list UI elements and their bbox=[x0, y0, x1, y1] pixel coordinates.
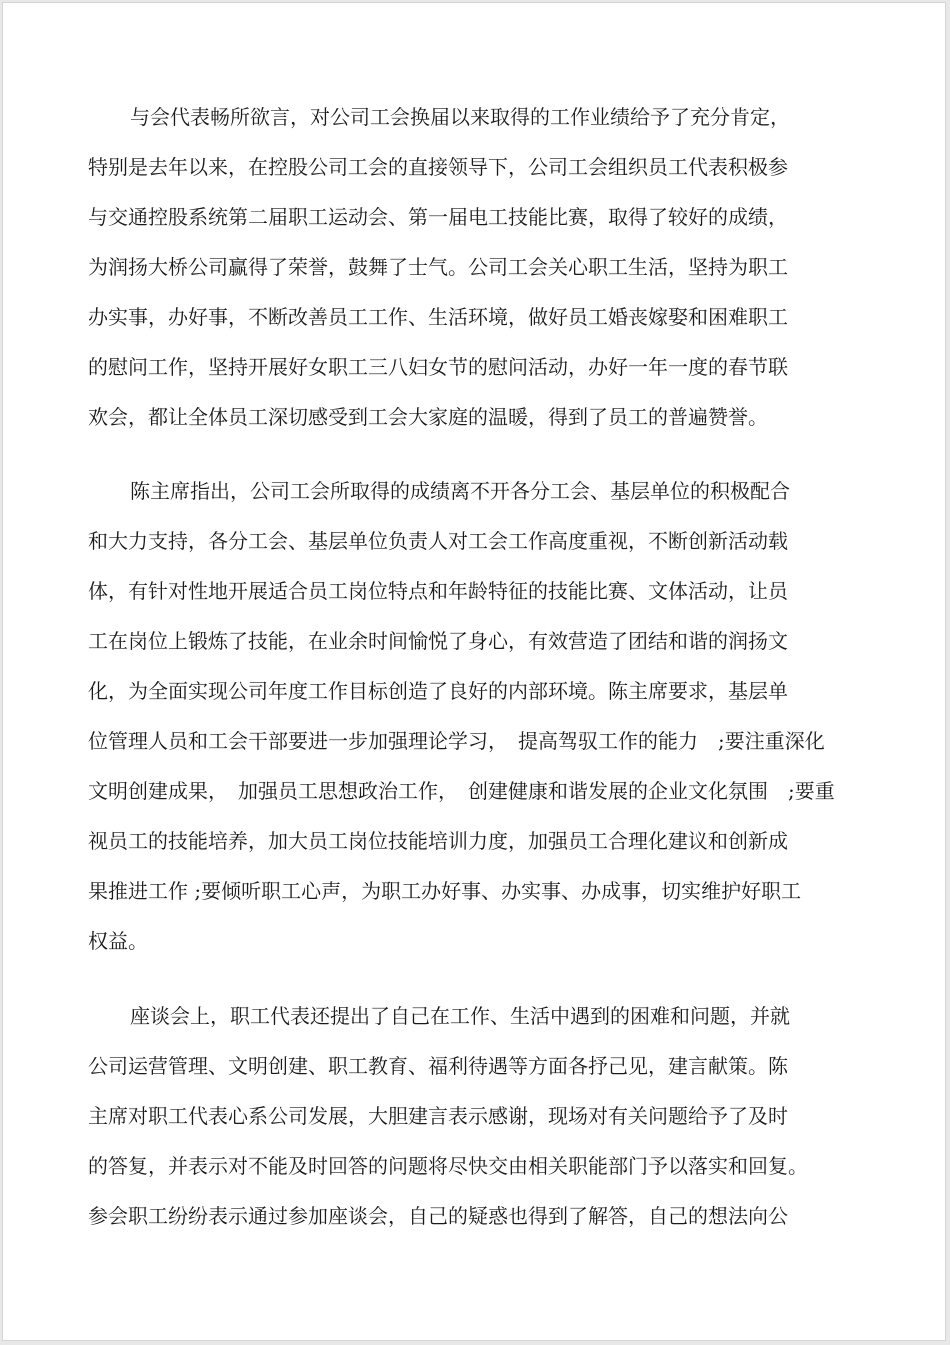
document-page bbox=[2, 2, 946, 1341]
text-line: 欢会，都让全体员工深切感受到工会大家庭的温暖，得到了员工的普遍赞誉。 bbox=[88, 405, 768, 429]
text-line: 与交通控股系统第二届职工运动会、第一届电工技能比赛，取得了较好的成绩， bbox=[88, 205, 788, 229]
text-line: 果推进工作 ;要倾听职工心声，为职工办好事、办实事、办成事，切实维护好职工 bbox=[88, 879, 802, 903]
text-line: 工在岗位上锻炼了技能，在业余时间愉悦了身心，有效营造了团结和谐的润扬文 bbox=[88, 629, 788, 653]
text-line: 办实事，办好事，不断改善员工工作、生活环境，做好员工婚丧嫁娶和困难职工 bbox=[88, 305, 788, 329]
text-line: 为润扬大桥公司赢得了荣誉，鼓舞了士气。公司工会关心职工生活，坚持为职工 bbox=[88, 255, 788, 279]
text-line: 位管理人员和工会干部要进一步加强理论学习， 提高驾驭工作的能力 ;要注重深化 bbox=[88, 729, 825, 753]
text-line: 主席对职工代表心系公司发展，大胆建言表示感谢，现场对有关问题给予了及时 bbox=[88, 1104, 788, 1128]
text-line: 陈主席指出，公司工会所取得的成绩离不开各分工会、基层单位的积极配合 bbox=[130, 479, 790, 503]
text-line: 和大力支持，各分工会、基层单位负责人对工会工作高度重视，不断创新活动载 bbox=[88, 529, 788, 553]
text-line: 化，为全面实现公司年度工作目标创造了良好的内部环境。陈主席要求，基层单 bbox=[88, 679, 788, 703]
text-line: 特别是去年以来，在控股公司工会的直接领导下，公司工会组织员工代表积极参 bbox=[88, 155, 788, 179]
text-line: 与会代表畅所欲言，对公司工会换届以来取得的工作业绩给予了充分肯定， bbox=[130, 105, 790, 129]
text-line: 参会职工纷纷表示通过参加座谈会，自己的疑惑也得到了解答，自己的想法向公 bbox=[88, 1204, 788, 1228]
text-line: 座谈会上，职工代表还提出了自己在工作、生活中遇到的困难和问题，并就 bbox=[130, 1004, 790, 1028]
text-line: 体，有针对性地开展适合员工岗位特点和年龄特征的技能比赛、文体活动，让员 bbox=[88, 579, 788, 603]
text-line: 文明创建成果， 加强员工思想政治工作， 创建健康和谐发展的企业文化氛围 ;要重 bbox=[88, 779, 835, 803]
text-line: 的答复，并表示对不能及时回答的问题将尽快交由相关职能部门予以落实和回复。 bbox=[88, 1154, 808, 1178]
text-line: 权益。 bbox=[88, 929, 148, 953]
text-line: 视员工的技能培养，加大员工岗位技能培训力度，加强员工合理化建议和创新成 bbox=[88, 829, 788, 853]
text-line: 的慰问工作，坚持开展好女职工三八妇女节的慰问活动，办好一年一度的春节联 bbox=[88, 355, 788, 379]
text-line: 公司运营管理、文明创建、职工教育、福利待遇等方面各抒己见，建言献策。陈 bbox=[88, 1054, 788, 1078]
